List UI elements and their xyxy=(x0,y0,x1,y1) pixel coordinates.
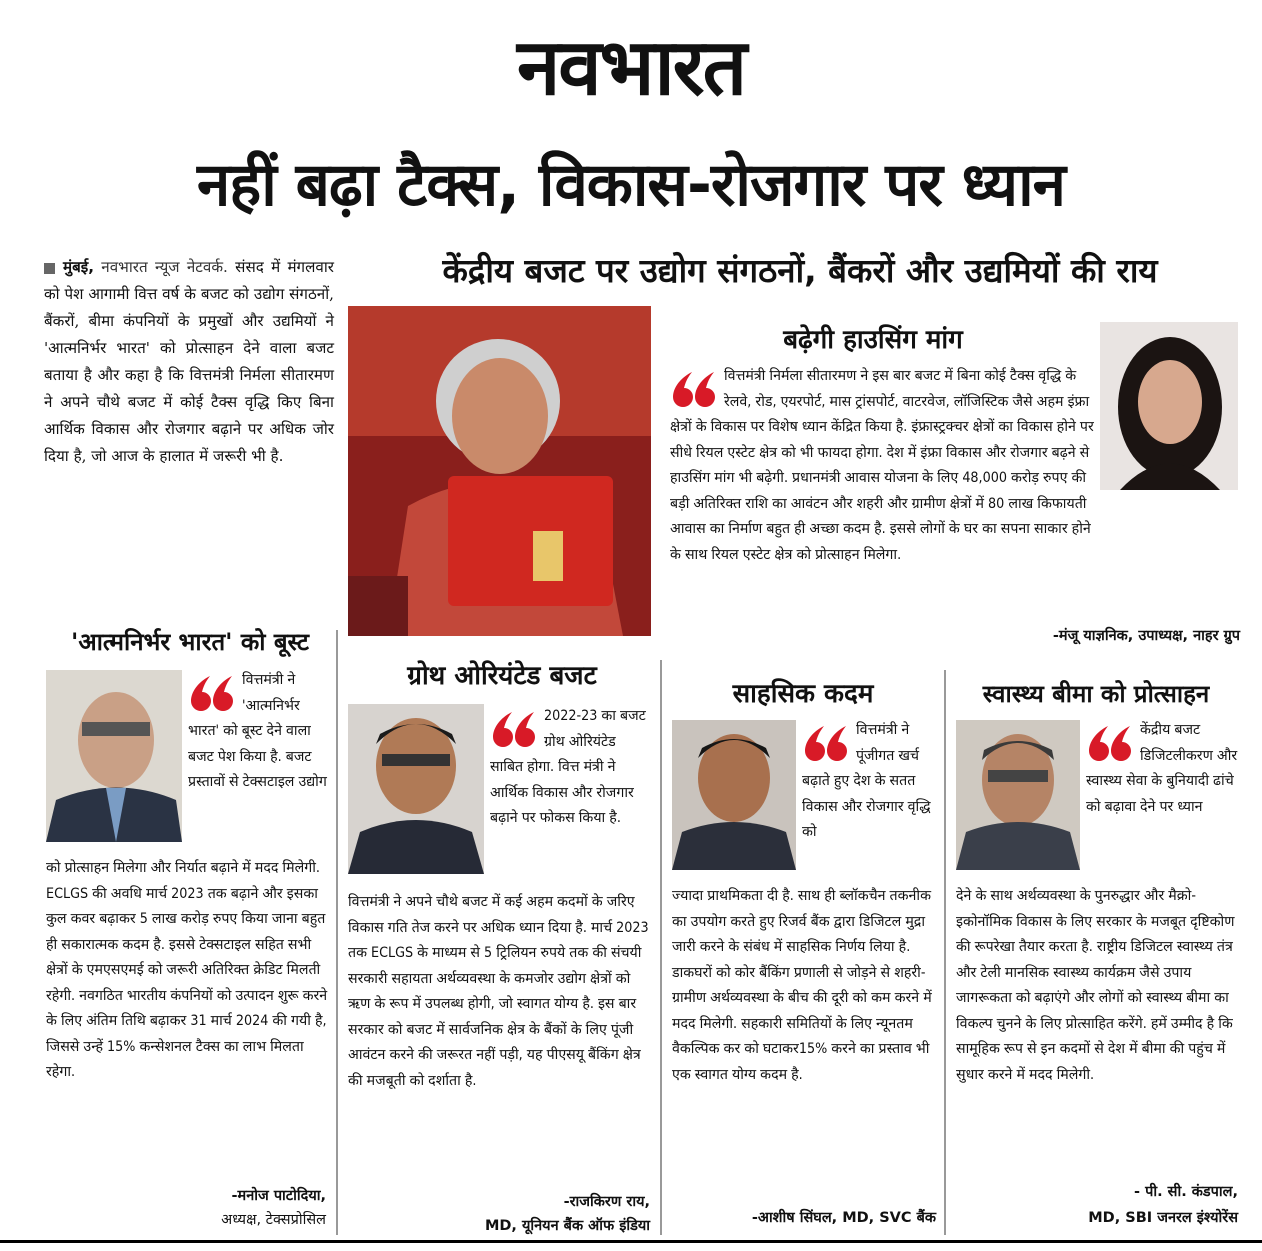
bold-article xyxy=(672,884,936,1088)
ashish-singhal-photo xyxy=(672,720,796,870)
column-divider xyxy=(944,670,946,1235)
housing-title: बढ़ेगी हाउसिंग मांग xyxy=(783,325,963,355)
health-text: देने के साथ अर्थव्यवस्था के पुनरुद्धार और मैक्रो-इकोनॉमिक विकास के लिए सरकार के मजबूत दृष्टिकोण की रूपरेखा तैयार करता है. राष्ट्रीय डिजिटल स्वास्थ्य तंत्र और टेली मानसिक स्वास्थ्य कार्यक्रम जैसे उपाय जागरूकता को बढ़ाएंगे और लोगों को स्वास्थ्य बीमा का विकल्प चुनने के लिए प्रोत्साहित करेंगे. हमें उम्मीद है कि सामूहिक रूप से इन कदमों से देश में बीमा की पहुंच में सुधार करने में मदद मिलेगी. xyxy=(956,888,1235,1083)
boost-credit-name: -मनोज पाटोदिया, xyxy=(231,1188,326,1204)
pc-kandpal-photo xyxy=(956,720,1080,870)
boost-article xyxy=(46,856,328,1086)
page-headline: नहीं बढ़ा टैक्स, विकास-रोजगार पर ध्यान xyxy=(197,150,1065,220)
growth-text: वित्तमंत्री ने अपने चौथे बजट में कई अहम कदमों के जरिए विकास गति तेज करने पर अधिक ध्यान दिया है. मार्च 2023 तक ECLGS के माध्यम से 5 ट्रिलियन रुपये तक की संचयी सरकारी सहायता अर्थव्यवस्था के कमजोर उद्योग क्षेत्रों को ऋण के रूप में उपलब्ध होगी, जो स्वागत योग्य है. इस बार सरकार को बजट में सार्वजनिक क्षेत्र के बैंकों के लिए पूंजी आवंटन करने की जरूरत नहीं पड़ी, यह पीएसयू बैंकिंग क्षेत्र की मजबूती को दर्शाता है. xyxy=(348,894,649,1089)
bold-credit: -आशीष सिंघल, MD, SVC बैंक xyxy=(751,1210,936,1226)
manoj-patodia-photo xyxy=(46,670,182,842)
quote-icon xyxy=(1086,724,1132,764)
news-source: नवभारत न्यूज नेटवर्क. xyxy=(101,258,228,276)
growth-credit-name: -राजकिरण राय, xyxy=(563,1194,650,1210)
bold-text: ज्यादा प्राथमिकता दी है. साथ ही ब्लॉकचैन तकनीक का उपयोग करते हुए रिजर्व बैंक द्वारा डिजिटल मुद्रा जारी करने के संबंध में साहसिक निर्णय लिया है. डाकघरों को कोर बैंकिंग प्रणाली से जोड़ने से शहरी-ग्रामीण अर्थव्यवस्था के बीच की दूरी को कम करने में मदद मिलेगी. सहकारी समितियों के लिए न्यूनतम वैकल्पिक कर को घटाकर15% करने का प्रस्ताव भी एक स्वागत योग्य कदम है. xyxy=(672,888,932,1083)
bold-article-narrow xyxy=(802,718,938,846)
quote-icon xyxy=(670,370,716,410)
bold-title: साहसिक कदम xyxy=(732,679,874,709)
health-article xyxy=(956,884,1240,1088)
quote-icon xyxy=(490,710,536,750)
dateline: मुंबई, xyxy=(63,258,94,276)
manju-yagnik-photo xyxy=(1100,322,1238,490)
intro-text: संसद में मंगलवार को पेश आगामी वित्त वर्ष के बजट को उद्योग संगठनों, बैंकरों, बीमा कंपनियों के प्रमुखों और उद्यमियों ने 'आत्मनिर्भर भारत' को प्रोत्साहन देने वाला बजट बताया है और कहा है कि वित्तमंत्री निर्मला सीतारमण ने अपने चौथे बजट में कोई टैक्स वृद्धि किए बिना आर्थिक विकास और रोजगार बढ़ाने पर अधिक जोर दिया है, जो आज के हालात में जरूरी भी है. xyxy=(44,258,334,465)
health-title: स्वास्थ्य बीमा को प्रोत्साहन xyxy=(982,680,1210,708)
masthead: नवभारत xyxy=(516,23,746,113)
boost-text: को प्रोत्साहन मिलेगा और निर्यात बढ़ाने में मदद मिलेगी. ECLGS की अवधि मार्च 2023 तक बढ़ाने और इसका कुल कवर बढ़ाकर 5 लाख करोड़ रुपए किया जाना बहुत ही सकारात्मक कदम है. इससे टेक्सटाइल सहित सभी क्षेत्रों के एमएसएमई को जरूरी अतिरिक्त क्रेडिट मिलती रहेगी. नवगठित भारतीय कंपनियों को उत्पादन शुरू करने के लिए अंतिम तिथि बढ़ाकर 31 मार्च 2024 की गयी है, जिससे उन्हें 15% कन्सेशनल टैक्स का लाभ मिलता रहेगा. xyxy=(46,860,328,1080)
column-divider xyxy=(660,660,662,1235)
growth-article-narrow xyxy=(490,704,652,832)
boost-credit-title: अध्यक्ष, टेक्सप्रोसिल xyxy=(221,1212,326,1228)
housing-credit: -मंजू याज्ञनिक, उपाध्यक्ष, नाहर ग्रुप xyxy=(1052,628,1240,644)
subheadline: केंद्रीय बजट पर उद्योग संगठनों, बैंकरों और उद्यमियों की राय xyxy=(442,251,1158,290)
bullet-icon xyxy=(44,263,55,274)
housing-text: वित्तमंत्री निर्मला सीतारमण ने इस बार बजट में बिना कोई टैक्स वृद्धि के रेलवे, रोड, एयरपोर्ट, मास ट्रांसपोर्ट, वाटरवेज, लॉजिस्टिक जैसे अहम इंफ्रा क्षेत्रों के विकास पर विशेष ध्यान केंद्रित किया है. इंफ्रास्ट्रक्चर क्षेत्रों का विकास होने पर सीधे रियल एस्टेट क्षेत्र को भी फायदा होगा. देश में इंफ्रा विकास और रोजगार बढ़ने से हाउसिंग मांग भी बढ़ेगी. प्रधानमंत्री आवास योजना के लिए 48,000 करोड़ रुपए की बड़ी अतिरिक्त राशि का आवंटन और शहरी और ग्रामीण क्षेत्रों में 80 लाख किफायती आवास का निर्माण बहुत ही अच्छा कदम है. इससे लोगों के घर का सपना साकार होने के साथ रियल एस्टेट क्षेत्र को प्रोत्साहन मिलेगा. xyxy=(670,368,1094,563)
boost-article-narrow xyxy=(188,668,328,796)
quote-icon xyxy=(802,724,848,764)
health-article-narrow xyxy=(1086,718,1238,820)
rajkiran-rai-photo xyxy=(348,704,484,874)
column-divider xyxy=(336,630,338,1235)
growth-text-narrow: 2022-23 का बजट ग्रोथ ओरियंटेड साबित होगा. वित्त मंत्री ने आर्थिक विकास और रोजगार बढ़ाने पर फोकस किया है. xyxy=(490,708,646,826)
bottom-rule xyxy=(0,1240,1262,1243)
health-credit-name: - पी. सी. कंडपाल, xyxy=(1134,1184,1238,1200)
bold-text-narrow: वित्तमंत्री ने पूंजीगत खर्च बढ़ाते हुए देश के सतत विकास और रोजगार वृद्धि को xyxy=(802,722,931,840)
growth-article xyxy=(348,890,652,1094)
finance-minister-photo xyxy=(348,306,651,636)
boost-text-narrow: वित्तमंत्री ने 'आत्मनिर्भर भारत' को बूस्ट देने वाला बजट पेश किया है. बजट प्रस्तावों से टेक्सटाइल उद्योग xyxy=(188,672,327,790)
boost-title: 'आत्मनिर्भर भारत' को बूस्ट xyxy=(71,628,309,656)
health-text-narrow: केंद्रीय बजट डिजिटलीकरण और स्वास्थ्य सेवा के बुनियादी ढांचे को बढ़ावा देने पर ध्यान xyxy=(1086,722,1238,815)
housing-article xyxy=(670,364,1098,568)
intro-article xyxy=(44,254,334,470)
health-credit-title: MD, SBI जनरल इंश्योरेंस xyxy=(1088,1210,1238,1226)
growth-title: ग्रोथ ओरियंटेड बजट xyxy=(407,661,597,691)
growth-credit-title: MD, यूनियन बैंक ऑफ इंडिया xyxy=(484,1218,650,1234)
quote-icon xyxy=(188,674,234,714)
